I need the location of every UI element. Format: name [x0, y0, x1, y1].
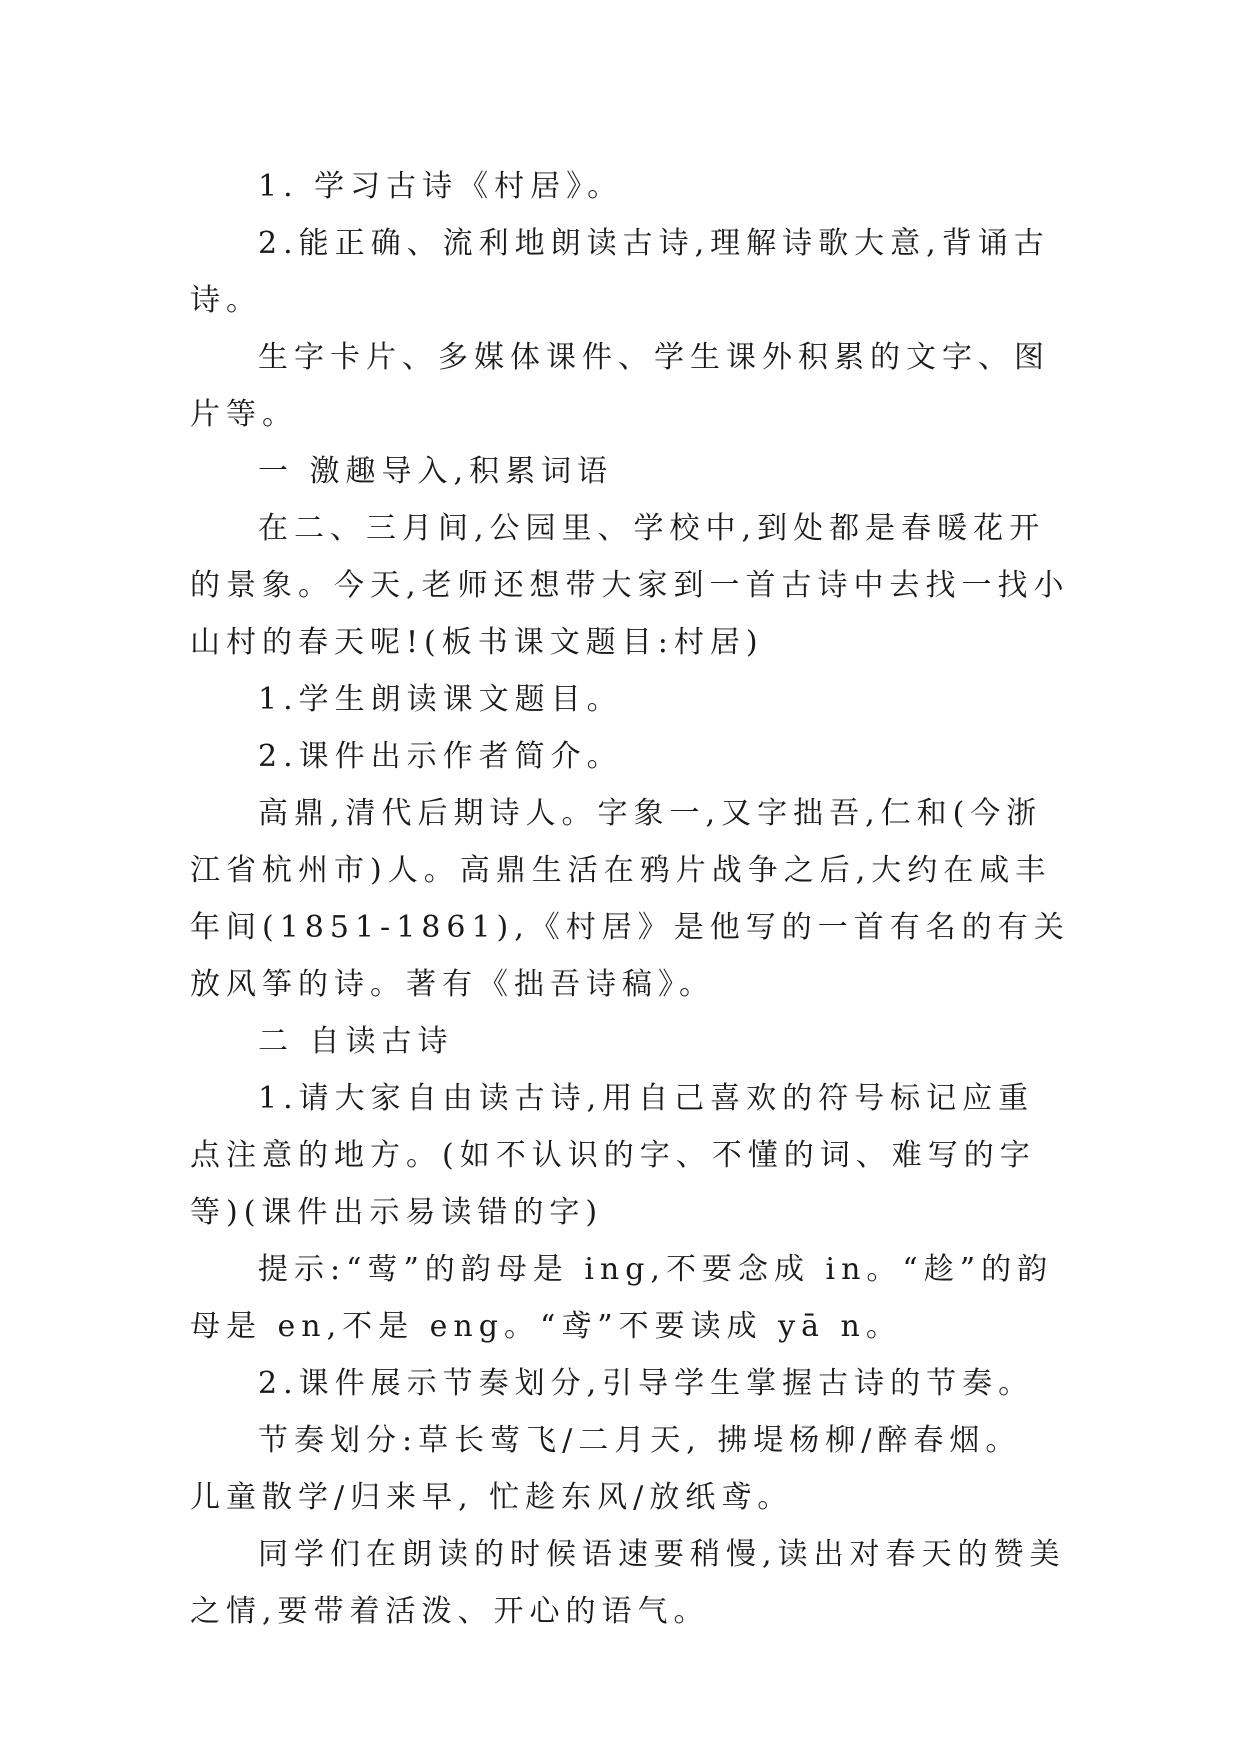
step-free-reading: 1.请大家自由读古诗,用自己喜欢的符号标记应重点注意的地方。(如不认识的字、不懂的词、难写的字等)(课件出示易读错的字) — [190, 1081, 1036, 1230]
section-heading-1: 一 激趣导入,积累词语 — [258, 454, 614, 489]
step-author-intro: 2.课件出示作者简介。 — [258, 739, 623, 774]
reading-guidance: 同学们在朗读的时候语速要稍慢,读出对春天的赞美之情,要带着活泼、开心的语气。 — [190, 1537, 1066, 1629]
objective-2: 2.能正确、流利地朗读古诗,理解诗歌大意,背诵古诗。 — [190, 226, 1050, 318]
objective-1: 1. 学习古诗《村居》。 — [258, 169, 624, 204]
introduction-paragraph: 在二、三月间,公园里、学校中,到处都是春暖花开的景象。今天,老师还想带大家到一首古诗中去找一找小山村的春天呢!(板书课文题目:村居) — [190, 511, 1070, 660]
author-bio: 高鼎,清代后期诗人。字象一,又字拙吾,仁和(今浙江省杭州市)人。高鼎生活在鸦片战争之后,大约在咸丰年间(1851-1861),《村居》是他写的一首有名的有关放风筝的诗。著有《拙吾诗稿》。 — [190, 796, 1070, 1002]
document-body — [190, 158, 1070, 1640]
section-heading-2: 二 自读古诗 — [258, 1024, 454, 1059]
step-rhythm: 2.课件展示节奏划分,引导学生掌握古诗的节奏。 — [258, 1366, 1035, 1401]
teaching-materials: 生字卡片、多媒体课件、学生课外积累的文字、图片等。 — [190, 340, 1050, 432]
rhythm-division: 节奏划分:草长莺飞/二月天, 拂堤杨柳/醉春烟。 儿童散学/归来早, 忙趁东风/放纸鸢。 — [190, 1423, 1022, 1515]
step-read-title: 1.学生朗读课文题目。 — [258, 682, 623, 717]
pronunciation-tips: 提示:“莺”的韵母是 ing,不要念成 in。“趁”的韵母是 en,不是 eng。“鸢”不要读成 yā n。 — [190, 1252, 1054, 1344]
